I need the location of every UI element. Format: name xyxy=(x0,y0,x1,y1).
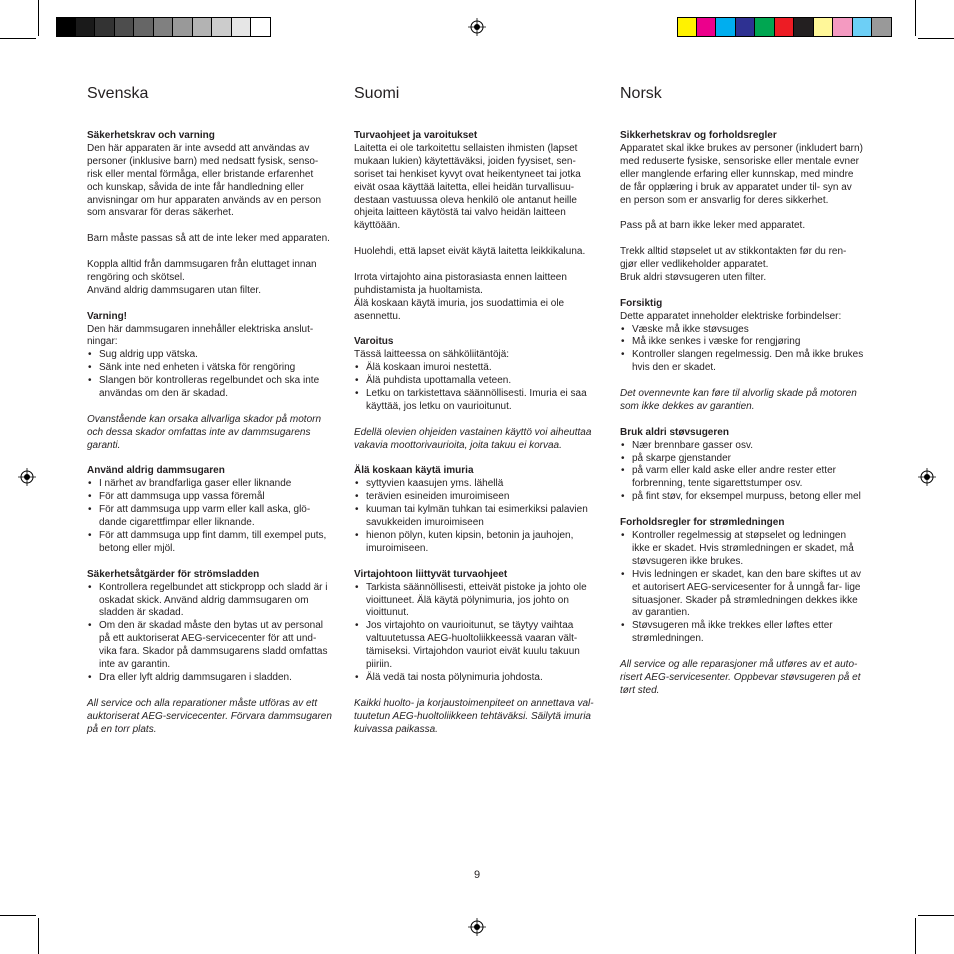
paragraph: Älä koskaan käytä imuria, jos suodattimia ei ole asennettu. xyxy=(354,297,565,322)
list-item: • Letku on tarkistettava säännöllisesti. Imuria ei saa käyttää, jos letku on vaurioitunut. xyxy=(354,388,599,414)
section-heading: Varning! xyxy=(87,310,128,322)
list-item: • För att dammsuga upp fint damm, till exempel puts, betong eller mjöl. xyxy=(87,530,332,556)
section-heading: Virtajohtoon liittyvät turvaohjeet xyxy=(354,568,508,580)
list-item: • terävien esineiden imuroimiseen xyxy=(354,491,599,504)
bullet-list xyxy=(87,478,332,555)
list-item: • kuuman tai kylmän tuhkan tai esimerkiksi palavien savukkeiden imuroimiseen xyxy=(354,504,599,530)
color-swatch xyxy=(833,17,853,37)
section-heading: Varoitus xyxy=(354,336,394,348)
list-item: • Kontroller regelmessig at støpselet og ledningen ikke er skadet. Hvis strømledningen er skadet, må støvsugeren ikke brukes. xyxy=(620,530,865,569)
paragraph: Tässä laitteessa on sähköliitäntöjä: xyxy=(354,349,510,361)
color-swatch xyxy=(56,17,76,37)
list-item: • syttyvien kaasujen yms. lähellä xyxy=(354,478,599,491)
color-swatch xyxy=(853,17,873,37)
crop-mark xyxy=(0,915,36,916)
section-heading: Bruk aldri støvsugeren xyxy=(620,426,729,438)
list-item: • Sug aldrig upp vätska. xyxy=(87,349,332,362)
note: All service och alla reparationer måste utföras av ett auktoriserat AEG-servicecenter. Förvara dammsugaren på en torr plats. xyxy=(87,697,332,735)
note: Det ovennevnte kan føre til alvorlig skade på motoren som ikke dekkes av garantien. xyxy=(620,388,857,412)
color-swatch xyxy=(134,17,154,37)
color-swatch xyxy=(251,17,271,37)
crop-mark xyxy=(38,918,39,954)
bullet-list xyxy=(620,324,865,376)
column-suomi xyxy=(354,84,599,749)
list-item: • Støvsugeren må ikke trekkes eller løftes etter strømledningen. xyxy=(620,620,865,646)
color-swatch xyxy=(814,17,834,37)
bullet-list xyxy=(87,349,332,401)
grayscale-color-bar xyxy=(56,17,271,37)
list-item: • hienon pölyn, kuten kipsin, betonin ja jauhojen, imuroimiseen. xyxy=(354,530,599,556)
column-norsk xyxy=(620,84,865,711)
color-swatch xyxy=(154,17,174,37)
bullet-list xyxy=(354,582,599,685)
color-swatch xyxy=(95,17,115,37)
color-swatch xyxy=(115,17,135,37)
list-item: • Kontrollera regelbundet att stickpropp och sladd är i oskadat skick. Använd aldrig dammsugaren om sladden är skadad. xyxy=(87,582,332,621)
note: Edellä olevien ohjeiden vastainen käyttö voi aiheuttaa vakavia moottorivaurioita, joita takuu ei korvaa. xyxy=(354,426,592,451)
paragraph: Pass på at barn ikke leker med apparatet. xyxy=(620,220,806,232)
crop-mark xyxy=(38,0,39,36)
paragraph: Laitetta ei ole tarkoitettu sellaisten ihmisten (lapset mukaan lukien) käytettäväksi, joiden fyysiset, sen- soriset tai henkiset kyvyt ovat heikentyneet tai jotka eivät osaa käyttää laitetta, ellei heidän turvallisuu- destaan vastuussa oleva henkilö ole antanut heille ohjeita laitteen käytöstä tai valvo heidän laitteen käyttöään. xyxy=(354,142,581,232)
crop-mark xyxy=(915,918,916,954)
list-item: • Hvis ledningen er skadet, kan den bare skiftes ut av et autorisert AEG-servicesenter for å unngå far- lige situasjoner. Skader på strømledningen dekkes ikke av garantien. xyxy=(620,569,865,621)
crop-mark xyxy=(918,915,954,916)
section-title: Svenska xyxy=(87,85,149,102)
crop-mark xyxy=(915,0,916,36)
list-item: • Älä koskaan imuroi nestettä. xyxy=(354,362,599,375)
paragraph: Den här dammsugaren innehåller elektriska anslut- ningar: xyxy=(87,323,314,348)
paragraph: Bruk aldri støvsugeren uten filter. xyxy=(620,271,767,283)
list-item: • på varm eller kald aske eller andre rester etter forbrenning, tente sigarettstumper osv. xyxy=(620,465,865,491)
process-color-bar xyxy=(677,17,892,37)
bullet-list xyxy=(620,440,865,505)
bullet-list xyxy=(87,582,332,685)
paragraph: Huolehdi, että lapset eivät käytä laitetta leikkikaluna. xyxy=(354,246,586,258)
paragraph: Dette apparatet inneholder elektriske forbindelser: xyxy=(620,310,842,322)
paragraph: Trekk alltid støpselet ut av stikkontakten før du ren- gjør eller vedlikeholder apparatet. xyxy=(620,246,847,271)
list-item: • Må ikke senkes i væske for rengjøring xyxy=(620,336,865,349)
section-heading: Säkerhetsåtgärder för strömsladden xyxy=(87,568,260,580)
color-swatch xyxy=(755,17,775,37)
list-item: • I närhet av brandfarliga gaser eller liknande xyxy=(87,478,332,491)
section-title: Norsk xyxy=(620,85,662,102)
list-item: • på skarpe gjenstander xyxy=(620,453,865,466)
note: Ovanstående kan orsaka allvarliga skador på motorn och dessa skador omfattas inte av dammsugarens garanti. xyxy=(87,413,322,451)
section-heading: Sikkerhetskrav og forholdsregler xyxy=(620,130,777,141)
color-swatch xyxy=(794,17,814,37)
color-swatch xyxy=(736,17,756,37)
list-item: • Slangen bör kontrolleras regelbundet och ska inte användas om den är skadad. xyxy=(87,375,332,401)
color-swatch xyxy=(872,17,892,37)
registration-mark-icon xyxy=(918,468,936,486)
color-swatch xyxy=(677,17,697,37)
section-heading: Säkerhetskrav och varning xyxy=(87,130,215,141)
list-item: • Dra eller lyft aldrig dammsugaren i sladden. xyxy=(87,672,332,685)
column-svenska xyxy=(87,84,332,749)
paragraph: Koppla alltid från dammsugaren från eluttaget innan rengöring och skötsel. xyxy=(87,259,317,283)
section-heading: Forsiktig xyxy=(620,297,663,309)
list-item: • För att dammsuga upp varm eller kall aska, glö- dande cigarettfimpar eller liknande. xyxy=(87,504,332,530)
list-item: • Jos virtajohto on vaurioitunut, se täytyy vaihtaa valtuutetussa AEG-huoltoliikkeessä vaaran vält- tämiseksi. Virtajohdon vauriot eivät kuulu takuun piiriin. xyxy=(354,620,599,672)
color-swatch xyxy=(193,17,213,37)
bullet-list xyxy=(354,362,599,414)
color-swatch xyxy=(697,17,717,37)
section-heading: Turvaohjeet ja varoitukset xyxy=(354,130,478,141)
registration-mark-icon xyxy=(468,918,486,936)
list-item: • Væske må ikke støvsuges xyxy=(620,324,865,337)
section-heading: Forholdsregler for strømledningen xyxy=(620,517,785,529)
note: All service og alle reparasjoner må utføres av et auto- risert AEG-servicesenter. Oppbevar støvsugeren på et tørt sted. xyxy=(620,659,861,696)
section-title: Suomi xyxy=(354,85,400,102)
list-item: • Nær brennbare gasser osv. xyxy=(620,440,865,453)
list-item: • Om den är skadad måste den bytas ut av personal på ett auktoriserat AEG-servicecenter för att und- vika fara. Skador på dammsugarens sladd omfattas inte av garantin. xyxy=(87,620,332,672)
bullet-list xyxy=(354,478,599,555)
list-item: • Kontroller slangen regelmessig. Den må ikke brukes hvis den er skadet. xyxy=(620,349,865,375)
color-swatch xyxy=(76,17,96,37)
paragraph: Den här apparaten är inte avsedd att användas av personer (inklusive barn) med nedsatt fysisk, senso- risk eller mental förmåga, eller bristande erfarenhet och kunskap, såvida de inte får handledning eller anvisningar om hur apparaten används av en person som ansvarar för deras säkerhet. xyxy=(87,142,322,219)
paragraph: Använd aldrig dammsugaren utan filter. xyxy=(87,284,261,296)
color-swatch xyxy=(173,17,193,37)
paragraph: Irrota virtajohto aina pistorasiasta ennen laitteen puhdistamista ja huoltamista. xyxy=(354,271,567,296)
paragraph: Barn måste passas så att de inte leker med apparaten. xyxy=(87,233,330,245)
registration-mark-icon xyxy=(468,18,486,36)
paragraph: Apparatet skal ikke brukes av personer (inkludert barn) med reduserte fysiske, sensoriske eller mentale evner eller manglende erfaring eller kunnskap, med mindre de får opplæring i bruk av apparatet under til- syn av en person som er ansvarlig for deres sikkerhet. xyxy=(620,142,863,206)
section-heading: Använd aldrig dammsugaren xyxy=(87,465,225,477)
bullet-list xyxy=(620,530,865,646)
color-swatch xyxy=(212,17,232,37)
list-item: • Sänk inte ned enheten i vätska för rengöring xyxy=(87,362,332,375)
registration-mark-icon xyxy=(18,468,36,486)
list-item: • Älä vedä tai nosta pölynimuria johdosta. xyxy=(354,672,599,685)
note: Kaikki huolto- ja korjaustoimenpiteet on annettava val- tuutetun AEG-huoltoliikkeen tehtäväksi. Säilytä imuria kuivassa paikassa. xyxy=(354,697,594,735)
list-item: • på fint støv, for eksempel murpuss, betong eller mel xyxy=(620,491,865,504)
color-swatch xyxy=(232,17,252,37)
color-swatch xyxy=(775,17,795,37)
color-swatch xyxy=(716,17,736,37)
section-heading: Älä koskaan käytä imuria xyxy=(354,465,474,477)
crop-mark xyxy=(918,38,954,39)
list-item: • Älä puhdista upottamalla veteen. xyxy=(354,375,599,388)
list-item: • Tarkista säännöllisesti, etteivät pistoke ja johto ole vioittuneet. Älä käytä pölynimuria, jos johto on vioittunut. xyxy=(354,582,599,621)
list-item: • För att dammsuga upp vassa föremål xyxy=(87,491,332,504)
crop-mark xyxy=(0,38,36,39)
page-number: 9 xyxy=(473,869,481,881)
